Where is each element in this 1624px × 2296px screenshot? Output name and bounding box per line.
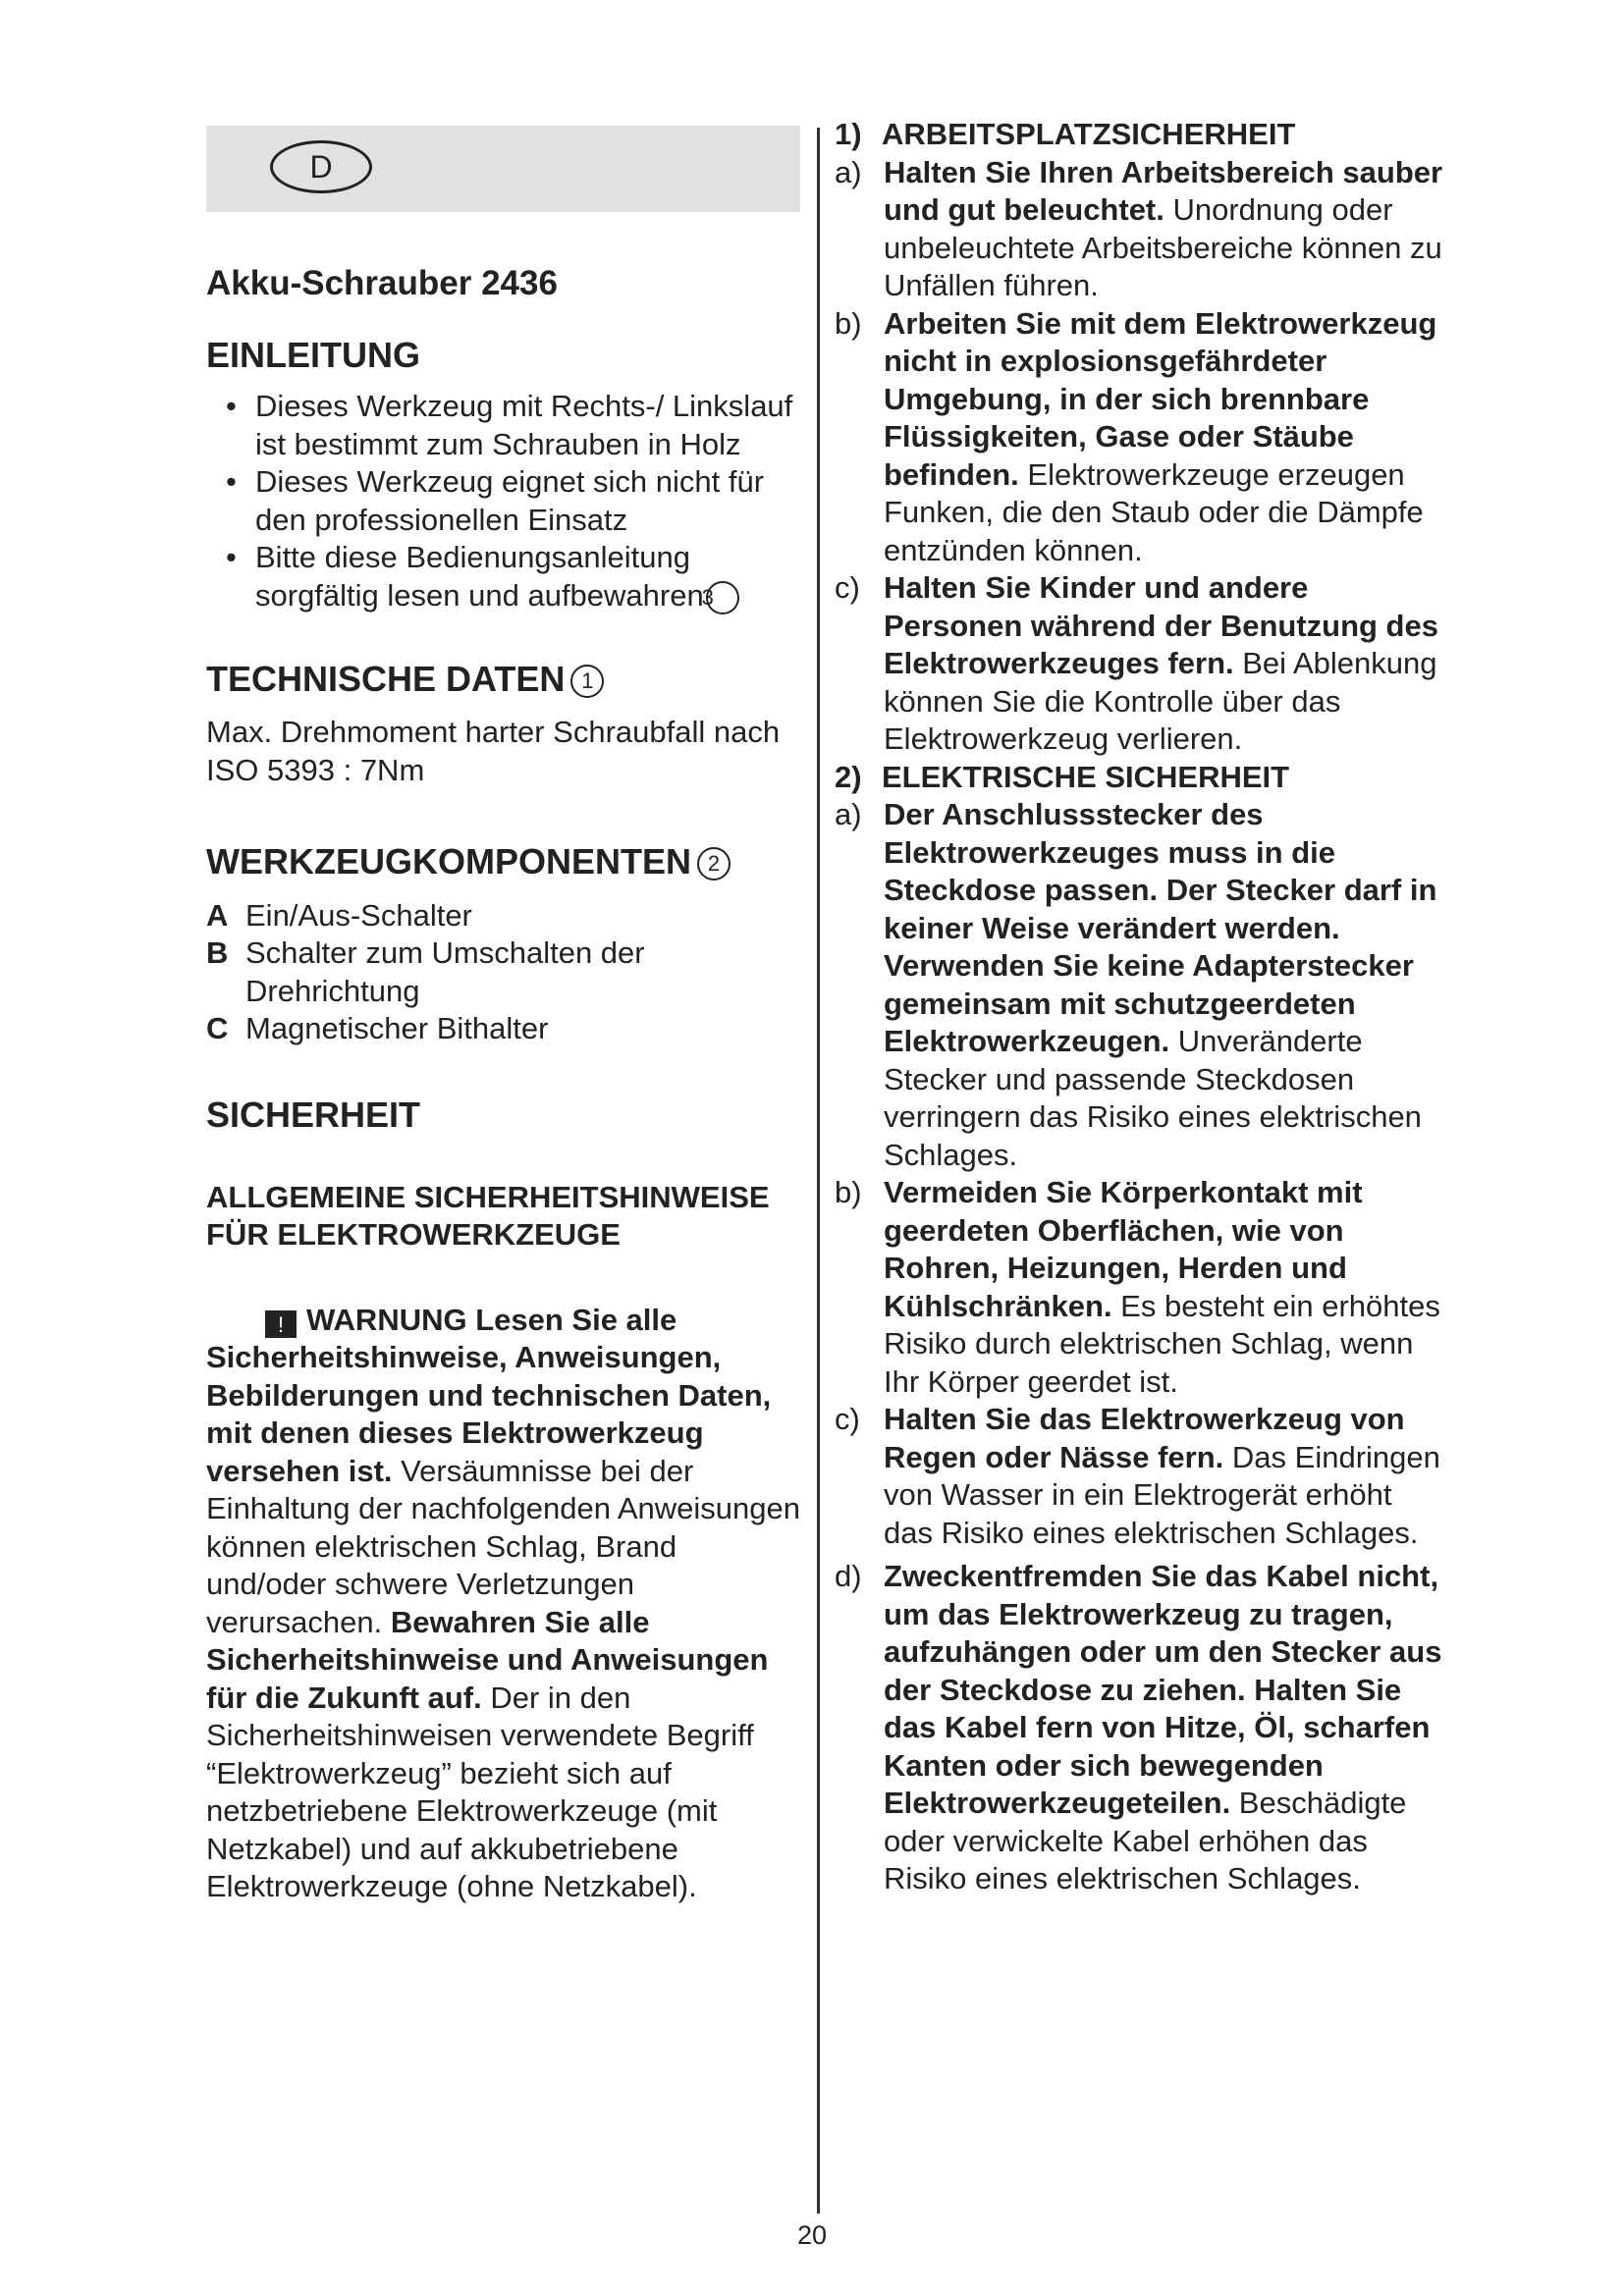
warning-text: Versäumnisse bei der Einhaltung der nachfolgenden Anweisungen können elektrischen Schlag, Brand und/oder schwere Verletzungen verursachen. (206, 1453, 800, 1639)
workplace-heading: 1) ARBEITSPLATZSICHERHEIT (835, 117, 1296, 151)
left-column (206, 126, 800, 1906)
right-column (835, 116, 1443, 1898)
rule-item: b) Arbeiten Sie mit dem Elektrowerkzeug nicht in explosionsgefährdeter Umgebung, in der sich brennbare Flüssigkeiten, Gase oder Stäube befinden. Elektrowerkzeuge erzeugen Funken, die den Staub oder die Dämpfe entzünden können. (835, 305, 1437, 567)
list-item: C Magnetischer Bithalter (206, 1011, 549, 1046)
safety-subheading: ALLGEMEINE SICHERHEITSHINWEISE FÜR ELEKTROWERKZEUGE (206, 1179, 770, 1253)
page-number: 20 (796, 2220, 828, 2250)
list-item: • Bitte diese Bedienungsanleitung sorgfältig lesen und aufbewahren3 (206, 539, 800, 614)
components-heading: WERKZEUGKOMPONENTEN 2 (206, 840, 800, 882)
intro-heading: EINLEITUNG (206, 335, 421, 375)
electrical-heading: 2) ELEKTRISCHE SICHERHEIT (835, 759, 1290, 794)
rule-item: c) Halten Sie Kinder und andere Personen während der Benutzung des Elektrowerkzeuges fern. Bei Ablenkung können Sie die Kontrolle über das Elektrowerkzeug verlieren. (835, 570, 1438, 756)
technical-text: Max. Drehmoment harter Schraubfall nach ISO 5393 : 7Nm (206, 715, 781, 787)
warning-block (206, 1302, 800, 1906)
intro-bullets (206, 388, 800, 614)
warning-icon: ! (265, 1310, 297, 1338)
figure-ref-3: 3 (706, 581, 739, 614)
language-badge: D (270, 140, 372, 193)
technical-heading: TECHNISCHE DATEN 1 (206, 658, 800, 700)
warning-bold-text: WARNUNG Lesen Sie alle Sicherheitshinweise, Anweisungen, Bebilderungen und technischen Daten, mit denen dieses Elektrowerkzeug versehen ist. (206, 1302, 772, 1488)
figure-ref-1: 1 (570, 665, 604, 698)
product-title: Akku-Schrauber 2436 (206, 264, 558, 302)
rule-item: c) Halten Sie das Elektrowerkzeug von Regen oder Nässe fern. Das Eindringen von Wasser in ein Elektrogerät erhöht das Risiko eines elektrischen Schlages. (835, 1402, 1440, 1550)
rule-item: b) Vermeiden Sie Körperkontakt mit geerdeten Oberflächen, wie von Rohren, Heizungen, Herden und Kühlschränken. Es besteht ein erhöhtes Risiko durch elektrischen Schlag, wenn Ihr Körper geerdet ist. (835, 1175, 1440, 1399)
list-item: • Dieses Werkzeug mit Rechts-/ Linkslauf ist bestimmt zum Schrauben in Holz (226, 389, 793, 461)
figure-ref-2: 2 (697, 847, 731, 881)
rule-item: a) Der Anschlussstecker des Elektrowerkzeuges muss in die Steckdose passen. Der Stecker darf in keiner Weise verändert werden. Verwenden Sie keine Adapterstecker gemeinsam mit schutzgeerdeten Elektrowerkzeugen. Unveränderte Stecker und passende Steckdosen verringern das Risiko eines elektrischen Schlages. (835, 797, 1437, 1172)
safety-heading: SICHERHEIT (206, 1094, 421, 1135)
list-item: B Schalter zum Umschalten der Drehrichtung (206, 935, 645, 1008)
list-item: • Dieses Werkzeug eignet sich nicht für den professionellen Einsatz (226, 464, 765, 537)
components-list (206, 897, 800, 1048)
language-header (206, 126, 800, 212)
rule-item: d) Zweckentfremden Sie das Kabel nicht, um das Elektrowerkzeug zu tragen, aufzuhängen oder um den Stecker aus der Steckdose zu ziehen. Halten Sie das Kabel fern von Hitze, Öl, scharfen Kanten oder sich bewegenden Elektrowerkzeugeteilen. Beschädigte oder verwickelte Kabel erhöhen das Risiko eines elektrischen Schlages. (835, 1559, 1442, 1896)
list-item: A Ein/Aus-Schalter (206, 897, 472, 933)
warning-text-2: Der in den Sicherheitshinweisen verwendete Begriff “Elektrowerkzeug” bezieht sich auf netzbetriebene Elektrowerkzeuge (mit Netzkabel) und auf akkubetriebene Elektrowerkzeuge (ohne Netzkabel). (206, 1680, 754, 1904)
rule-item: a) Halten Sie Ihren Arbeitsbereich sauber und gut beleuchtet. Unordnung oder unbeleuchtete Arbeitsbereiche können zu Unfällen führen. (835, 154, 1443, 302)
warning-bold-text-2: Bewahren Sie alle Sicherheitshinweise und Anweisungen für die Zukunft auf. (206, 1604, 769, 1715)
column-divider (817, 128, 820, 2214)
